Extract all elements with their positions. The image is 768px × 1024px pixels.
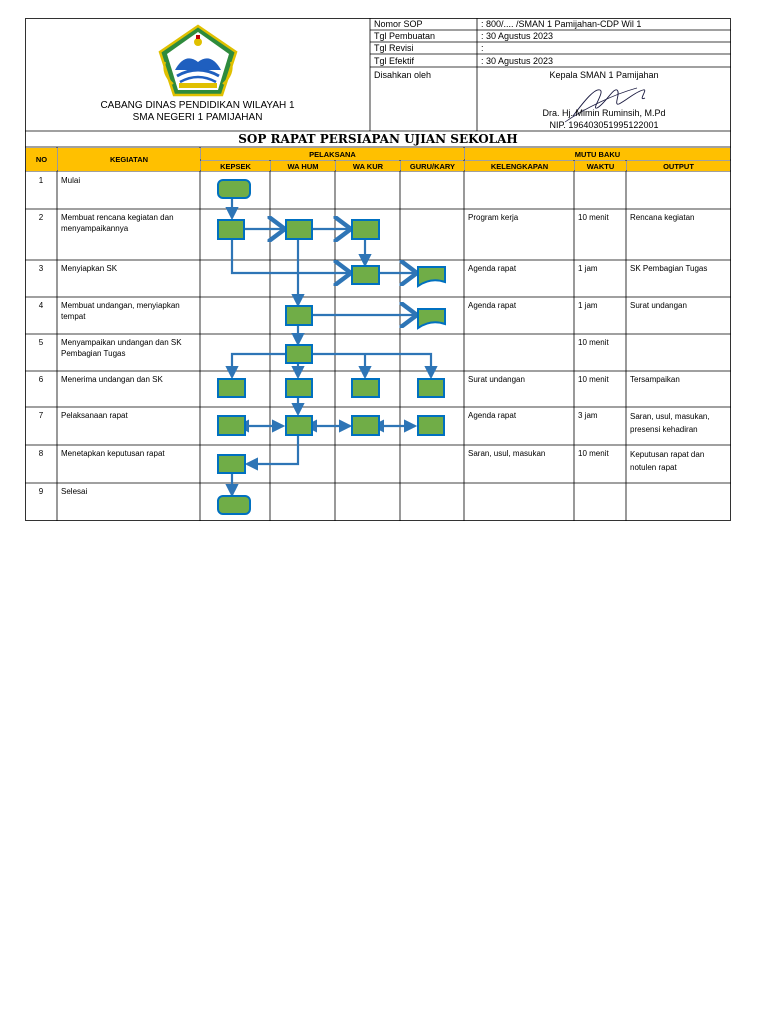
row-output: Tersampaikan [630, 375, 680, 384]
flow-process-box [218, 455, 245, 473]
col-header-guru-kary: GURU/KARY [401, 161, 464, 171]
row-waktu: 10 menit [578, 449, 609, 458]
flow-process-box [218, 220, 244, 239]
flow-process-box [352, 379, 379, 397]
col-header-pelaksana: PELAKSANA [201, 148, 464, 160]
row-no: 2 [38, 213, 44, 222]
row-no: 6 [38, 375, 44, 384]
row-waktu: 10 menit [578, 338, 609, 347]
row-kegiatan: Mulai [61, 176, 81, 185]
row-kegiatan: Membuat rencana kegiatan dan menyampaikannya [61, 213, 174, 233]
row-waktu: 10 menit [578, 213, 609, 222]
info-value-efektif: : 30 Agustus 2023 [481, 56, 554, 66]
flow-process-box [286, 379, 312, 397]
flow-end-terminator [218, 496, 250, 514]
row-kegiatan: Menetapkan keputusan rapat [61, 449, 165, 458]
flow-process-box [352, 266, 379, 284]
row-no: 9 [38, 487, 44, 496]
info-value-revisi: : [481, 43, 484, 53]
row-kegiatan: Pelaksanaan rapat [61, 411, 128, 420]
flow-arrow [310, 354, 431, 377]
col-header-kepsek: KEPSEK [201, 161, 270, 171]
flow-document-shape [418, 309, 445, 328]
row-waktu: 1 jam [578, 264, 598, 273]
row-waktu: 1 jam [578, 301, 598, 310]
agency-name-line1: CABANG DINAS PENDIDIKAN WILAYAH 1 [100, 100, 295, 111]
row-kegiatan: Menyiapkan SK [61, 264, 118, 273]
flow-process-box [218, 416, 245, 435]
col-header-wa-hum: WA HUM [271, 161, 335, 171]
col-header-kegiatan: KEGIATAN [58, 148, 200, 171]
flow-process-box [286, 345, 312, 363]
row-no: 3 [38, 264, 44, 273]
row-no: 7 [38, 411, 44, 420]
flow-process-box [286, 416, 312, 435]
row-waktu: 10 menit [578, 375, 609, 384]
info-label-revisi: Tgl Revisi [374, 43, 414, 53]
info-label-efektif: Tgl Efektif [374, 56, 415, 66]
row-kelengkapan: Agenda rapat [468, 264, 517, 273]
col-header-wa-kur: WA KUR [336, 161, 400, 171]
flow-process-box [286, 306, 312, 325]
flow-start-terminator [218, 180, 250, 198]
approval-name: Dra. Hj. Mimin Ruminsih, M.Pd [542, 108, 666, 118]
flow-process-box [418, 379, 444, 397]
flowchart [25, 18, 731, 521]
row-kegiatan: Selesai [61, 487, 88, 496]
approval-nip: NIP. 196403051995122001 [549, 120, 659, 130]
col-header-kelengkapan: KELENGKAPAN [465, 161, 574, 171]
info-value-pembuatan: : 30 Agustus 2023 [481, 31, 554, 41]
info-label-nomor: Nomor SOP [374, 19, 423, 29]
row-kelengkapan: Agenda rapat [468, 411, 517, 420]
info-value-nomor: : 800/.... /SMAN 1 Pamijahan-CDP Wil 1 [481, 19, 642, 29]
row-no: 5 [38, 338, 44, 347]
flow-arrow [247, 436, 298, 464]
row-output: Saran, usul, masukan, presensi kehadiran [630, 412, 710, 434]
row-output: Surat undangan [630, 301, 687, 310]
row-output: Rencana kegiatan [630, 213, 695, 222]
row-no: 1 [38, 176, 44, 185]
col-header-output: OUTPUT [627, 161, 730, 171]
row-kelengkapan: Program kerja [468, 213, 519, 222]
approval-position: Kepala SMAN 1 Pamijahan [549, 70, 659, 80]
flow-process-box [286, 220, 312, 239]
row-no: 4 [38, 301, 44, 310]
sop-document [25, 18, 731, 521]
agency-name-line2: SMA NEGERI 1 PAMIJAHAN [132, 112, 263, 123]
info-label-pembuatan: Tgl Pembuatan [374, 31, 436, 41]
flow-arrow [232, 239, 351, 273]
flow-process-box [418, 416, 444, 435]
row-kelengkapan: Saran, usul, masukan [468, 449, 546, 458]
approval-label: Disahkan oleh [374, 70, 432, 80]
flow-process-box [352, 220, 379, 239]
col-header-waktu: WAKTU [575, 161, 626, 171]
row-kegiatan: Membuat undangan, menyiapkan tempat [61, 301, 180, 321]
row-kegiatan: Menerima undangan dan SK [61, 375, 163, 384]
flow-process-box [218, 379, 245, 397]
document-title: SOP RAPAT PERSIAPAN UJIAN SEKOLAH [238, 132, 518, 146]
row-output: Keputusan rapat dan notulen rapat [630, 450, 705, 472]
row-kelengkapan: Agenda rapat [468, 301, 517, 310]
flow-process-box [352, 416, 379, 435]
flow-arrow [232, 354, 286, 377]
flow-document-shape [418, 267, 445, 286]
col-header-no: NO [26, 148, 57, 171]
row-no: 8 [38, 449, 44, 458]
row-kegiatan: Menyampaikan undangan dan SK Pembagian Tugas [61, 338, 182, 358]
col-header-mutu-baku: MUTU BAKU [465, 148, 730, 160]
row-kelengkapan: Surat undangan [468, 375, 525, 384]
row-waktu: 3 jam [578, 411, 598, 420]
row-output: SK Pembagian Tugas [630, 264, 708, 273]
